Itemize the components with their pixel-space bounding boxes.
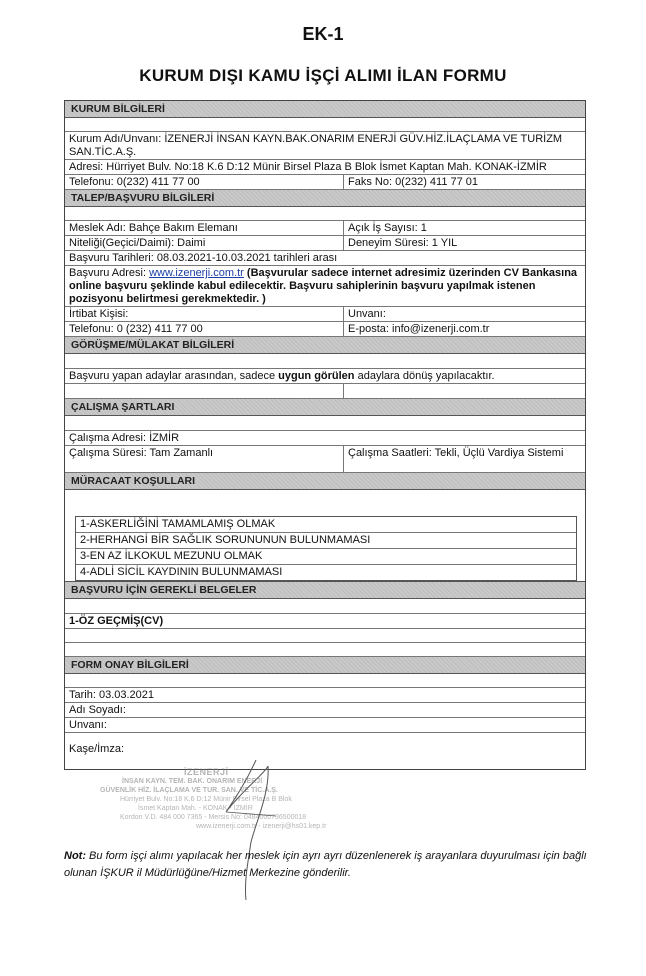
irtibat-kisisi: İrtibat Kişisi: <box>65 307 344 321</box>
blank-row <box>65 354 585 369</box>
meslek-adi: Meslek Adı: Bahçe Bakım Elemanı <box>65 221 344 235</box>
stamp-line: Hürriyet Bulv. No:18 K.6 D:12 Münir Birsel Plaza B Blok <box>120 796 292 803</box>
belge-item: 1-ÖZ GEÇMİŞ(CV) <box>69 615 164 627</box>
gorusme-text-before: Başvuru yapan adaylar arasından, sadece <box>69 370 279 382</box>
muracaat-list <box>75 516 577 581</box>
list-item: 2-HERHANGİ BİR SAĞLIK SORUNUNUN BULUNMAMASI <box>76 533 576 549</box>
blank-row <box>65 674 585 688</box>
blank-row <box>65 599 585 614</box>
document-code: EK-1 <box>302 24 344 44</box>
list-item: 4-ADLİ SİCİL KAYDININ BULUNMAMASI <box>80 566 283 578</box>
stamp-line: İsmet Kaptan Mah. - KONAK - İZMİR <box>138 805 253 812</box>
empty-cell <box>65 384 344 398</box>
basvuru-adresi <box>65 266 585 306</box>
application-form <box>64 100 586 770</box>
list-item: 3-EN AZ İLKOKUL MEZUNU OLMAK <box>76 549 576 565</box>
acik-is-sayisi: Açık İş Sayısı: 1 <box>348 222 427 234</box>
section-header-gorusme: GÖRÜŞME/MÜLAKAT BİLGİLERİ <box>65 337 585 354</box>
kurum-name: Kurum Adı/Unvanı: İZENERJİ İNSAN KAYN.BAK.ONARIM ENERJİ GÜV.HİZ.İLAÇLAMA VE TURİZM SAN.TİC.A.Ş. <box>69 133 563 158</box>
blank-row <box>65 416 585 431</box>
onay-kase: Kaşe/İmza: <box>69 743 125 755</box>
basvuru-adresi-note: (Başvurular sadece internet adresimiz üzerinden CV Bankasına online başvuru şeklinde kabul edilecektir. Başvuru sahiplerinin başvuru yapılmak istenen pozisyonu belirtmesi gerekmektedir. ) <box>69 267 578 305</box>
basvuru-tarihleri: Başvuru Tarihleri: 08.03.2021-10.03.2021 tarihleri arası <box>69 252 338 264</box>
onay-unvan: Unvanı: <box>69 719 107 731</box>
section-header-calisma: ÇALIŞMA ŞARTLARI <box>65 399 585 416</box>
stamp-line: www.izenerji.com.tr - izenerji@hs01.kep.tr <box>196 823 327 830</box>
kurum-phone: Telefonu: 0(232) 411 77 00 <box>65 175 344 189</box>
stamp-line: İNSAN KAYN. TEM. BAK. ONARIM ENERJİ <box>122 778 263 785</box>
stamp-line: Kordon V.D. 484 000 7365 - Mersis No: 0484000736500018 <box>120 814 307 821</box>
gorusme-text <box>65 369 585 383</box>
stamp-line: İZENERJİ <box>184 767 229 777</box>
irtibat-telefon: Telefonu: 0 (232) 411 77 00 <box>65 322 344 336</box>
blank-row <box>65 643 585 657</box>
website-link[interactable]: www.izenerji.com.tr <box>149 267 244 279</box>
note-label: Not: <box>64 850 86 862</box>
document-title: KURUM DIŞI KAMU İŞÇİ ALIMI İLAN FORMU <box>139 66 507 85</box>
kurum-fax: Faks No: 0(232) 411 77 01 <box>348 176 479 188</box>
empty-cell <box>344 384 585 398</box>
onay-adsoyad: Adı Soyadı: <box>69 704 126 716</box>
list-item: 1-ASKERLİĞİNİ TAMAMLAMIŞ OLMAK <box>76 517 576 533</box>
stamp-line: GÜVENLİK HİZ. İLAÇLAMA VE TUR. SAN. VE TİC.A.Ş. <box>100 787 278 794</box>
irtibat-unvani: Unvanı: <box>348 308 386 320</box>
kurum-address: Adresi: Hürriyet Bulv. No:18 K.6 D:12 Münir Birsel Plaza B Blok İsmet Kaptan Mah. KONAK-İZMİR <box>69 161 547 173</box>
gorusme-text-after: adaylara dönüş yapılacaktır. <box>354 370 495 382</box>
note-text: Bu form işçi alımı yapılacak her meslek için ayrı ayrı düzenlenerek iş arayanlara duyurulması için bağlı olunan İŞKUR il Müdürlüğüne/Hizmet Merkezine gönderilir. <box>64 850 587 879</box>
gorusme-text-bold: uygun görülen <box>278 370 355 382</box>
spacer <box>65 490 585 516</box>
section-header-kurum: KURUM BİLGİLERİ <box>65 101 585 118</box>
footer-note <box>64 848 594 882</box>
section-header-onay: FORM ONAY BİLGİLERİ <box>65 657 585 674</box>
basvuru-adresi-label: Başvuru Adresi: <box>69 267 147 279</box>
section-header-talep: TALEP/BAŞVURU BİLGİLERİ <box>65 190 585 207</box>
calisma-saatleri: Çalışma Saatleri: Tekli, Üçlü Vardiya Sistemi <box>348 447 564 459</box>
blank-row <box>65 118 585 132</box>
deneyim-suresi: Deneyim Süresi: 1 YIL <box>348 237 458 249</box>
calisma-adresi: Çalışma Adresi: İZMİR <box>69 432 180 444</box>
blank-row <box>65 207 585 221</box>
niteligi: Niteliği(Geçici/Daimi): Daimi <box>65 236 344 250</box>
onay-tarih: Tarih: 03.03.2021 <box>69 689 155 701</box>
blank-row <box>65 629 585 643</box>
section-header-belgeler: BAŞVURU İÇİN GEREKLİ BELGELER <box>65 581 585 599</box>
irtibat-eposta: E-posta: info@izenerji.com.tr <box>348 323 490 335</box>
calisma-suresi: Çalışma Süresi: Tam Zamanlı <box>65 446 344 472</box>
section-header-muracaat: MÜRACAAT KOŞULLARI <box>65 473 585 490</box>
